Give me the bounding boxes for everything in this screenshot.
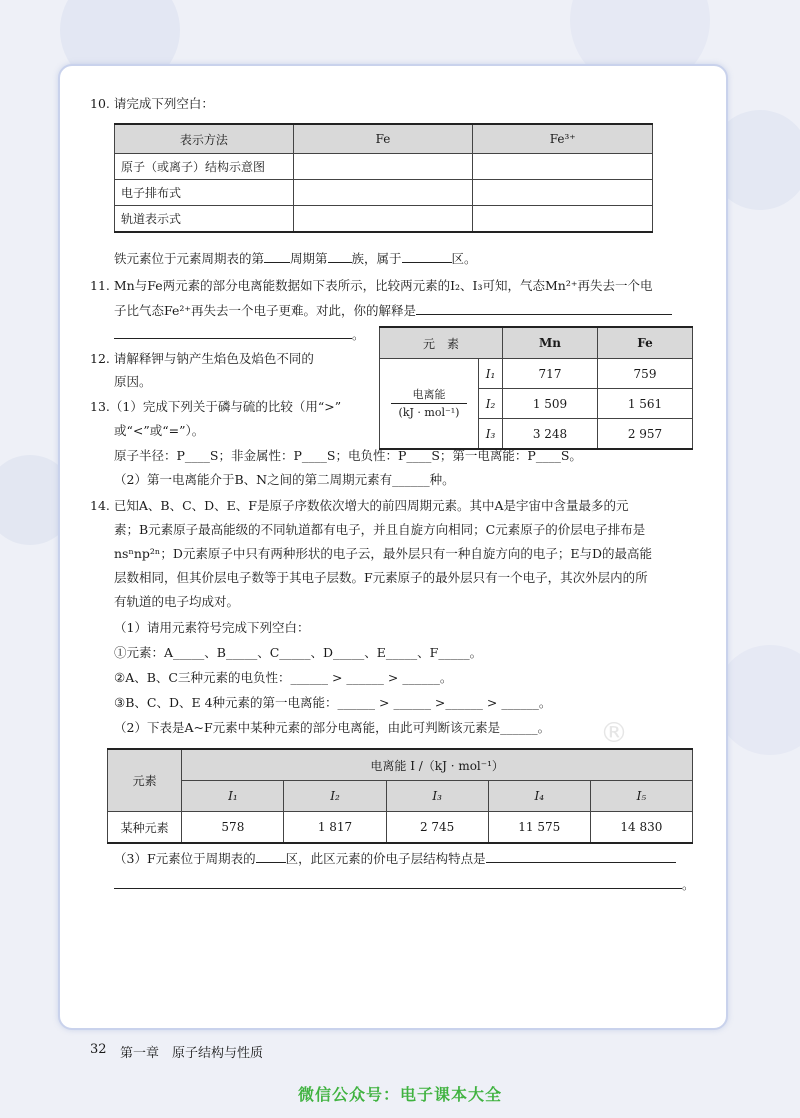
ion-fe-value: 2 957 bbox=[598, 419, 693, 450]
q13-line4: （2）第一电离能介于B、N之间的第二周期元素有______种。 bbox=[114, 472, 455, 487]
q13-line3: 原子半径：P____S；非金属性：P____S；电负性：P____S；第一电离能：P____S。 bbox=[114, 448, 582, 463]
ion-fe-value: 1 561 bbox=[598, 389, 693, 419]
q14-line: ①元素：A_____、B_____、C_____、D_____、E_____、F_____。 bbox=[114, 645, 483, 660]
q10-row-label: 轨道表示式 bbox=[115, 206, 294, 233]
ion-header-fe: Fe bbox=[598, 327, 693, 359]
ion-mn-value: 717 bbox=[503, 359, 598, 389]
q10-follow-part: 周期第 bbox=[290, 251, 328, 266]
q10-prompt: 10. 请完成下列空白： bbox=[90, 96, 214, 111]
q14-line: （2）下表是A~F元素中某种元素的部分电离能，由此可判断该元素是______。 bbox=[114, 720, 551, 735]
ion-header-element: 元 素 bbox=[380, 327, 503, 359]
ion-mn-value: 3 248 bbox=[503, 419, 598, 450]
q12-line1: 12. 请解释钾与钠产生焰色及焰色不同的 bbox=[90, 351, 314, 366]
q11-line3 bbox=[114, 326, 365, 343]
q14-value: 2 745 bbox=[386, 812, 488, 844]
q10-cell bbox=[473, 154, 653, 180]
q14-sub-header: I₅ bbox=[590, 781, 692, 812]
q11-line1: 11. Mn与Fe两元素的部分电离能数据如下表所示，比较两元素的I₂、I₃可知，气态Mn²⁺再失去一个电 bbox=[90, 278, 653, 293]
q10-cell bbox=[473, 180, 653, 206]
q13-line2: 或“<”或“=”）。 bbox=[114, 423, 205, 438]
q14-part3 bbox=[114, 850, 676, 867]
q10-header-method: 表示方法 bbox=[115, 124, 294, 154]
q14-row-label: 元素 bbox=[108, 749, 182, 812]
q10-follow bbox=[114, 250, 477, 267]
q10-row-label: 原子（或离子）结构示意图 bbox=[115, 154, 294, 180]
q10-follow-part: 区。 bbox=[451, 251, 477, 266]
q14-line: 层数相同，但其价层电子数等于其电子层数。F元素原子的最外层只有一个电子，其次外层内的所 bbox=[114, 570, 648, 585]
q10-follow-part: 族，属于 bbox=[351, 251, 402, 266]
fraction-bar bbox=[391, 403, 467, 404]
q14-value: 11 575 bbox=[488, 812, 590, 844]
ion-row-label: I₁ bbox=[479, 359, 503, 389]
q14-sub-header: I₄ bbox=[488, 781, 590, 812]
q10-cell bbox=[473, 206, 653, 233]
q14-line: nsⁿnp²ⁿ；D元素原子中只有两种形状的电子云，最外层只有一种自旋方向的电子；E与D的最高能 bbox=[114, 546, 653, 561]
q14-sub-header: I₂ bbox=[284, 781, 386, 812]
q10-header-fe: Fe bbox=[293, 124, 473, 154]
q14-group-header: 电离能 I /（kJ · mol⁻¹） bbox=[182, 749, 693, 781]
q14-line: 素；B元素原子最高能级的不同轨道都有电子，并且自旋方向相同；C元素原子的价层电子排布是 bbox=[114, 522, 646, 537]
q14-row-name: 某种元素 bbox=[108, 812, 182, 844]
q10-table bbox=[114, 123, 653, 233]
ion-fe-value: 759 bbox=[598, 359, 693, 389]
q14-value: 578 bbox=[182, 812, 284, 844]
q10-header-fe3: Fe³⁺ bbox=[473, 124, 653, 154]
q10-cell bbox=[293, 206, 473, 233]
q14-line: ②A、B、C三种元素的电负性：______ > ______ > ______。 bbox=[114, 670, 453, 685]
q14-ion-table bbox=[107, 748, 693, 844]
q10-cell bbox=[293, 154, 473, 180]
ion-row-label: I₂ bbox=[479, 389, 503, 419]
q14-part3-end: 。 bbox=[682, 877, 695, 892]
wechat-watermark: 微信公众号：电子课本大全 bbox=[297, 1085, 502, 1104]
ion-label-1: 电离能 bbox=[412, 388, 446, 401]
q14-value: 14 830 bbox=[590, 812, 692, 844]
q14-part3-b: 区，此区元素的价电子层结构特点是 bbox=[285, 851, 486, 866]
q12-line2: 原因。 bbox=[114, 374, 152, 389]
ion-header-mn: Mn bbox=[503, 327, 598, 359]
q10-follow-part: 铁元素位于元素周期表的第 bbox=[114, 251, 265, 266]
ion-energy-table bbox=[379, 326, 693, 450]
q13-line1: 13.（1）完成下列关于磷与硫的比较（用“>” bbox=[90, 399, 342, 414]
chapter-title: 第一章 原子结构与性质 bbox=[120, 1046, 264, 1061]
q10-row-label: 电子排布式 bbox=[115, 180, 294, 206]
q14-line: ③B、C、D、E 4种元素的第一电离能：______ > ______ >______ > ______。 bbox=[114, 695, 552, 710]
q14-part3-line2 bbox=[114, 876, 695, 893]
page-number: 32 bbox=[90, 1042, 107, 1057]
q11-line2-text: 子比气态Fe²⁺再失去一个电子更难。对此，你的解释是 bbox=[114, 303, 416, 318]
ion-row-label: I₃ bbox=[479, 419, 503, 450]
ion-mn-value: 1 509 bbox=[503, 389, 598, 419]
q14-line: 有轨道的电子均成对。 bbox=[114, 594, 240, 609]
q14-line: （1）请用元素符号完成下列空白： bbox=[114, 620, 310, 635]
q14-line: 14. 已知A、B、C、D、E、F是原子序数依次增大的前四周期元素。其中A是宇宙中含量最多的元 bbox=[90, 498, 629, 513]
q11-line3-end: 。 bbox=[352, 327, 365, 342]
q14-sub-header: I₁ bbox=[182, 781, 284, 812]
ion-row-group-label bbox=[380, 359, 479, 450]
registered-watermark: ® bbox=[600, 716, 628, 749]
q10-cell bbox=[293, 180, 473, 206]
q11-line2 bbox=[114, 302, 672, 319]
q14-value: 1 817 bbox=[284, 812, 386, 844]
q14-part3-a: （3）F元素位于周期表的 bbox=[114, 851, 256, 866]
ion-label-2: (kJ · mol⁻¹) bbox=[398, 406, 460, 419]
q14-sub-header: I₃ bbox=[386, 781, 488, 812]
